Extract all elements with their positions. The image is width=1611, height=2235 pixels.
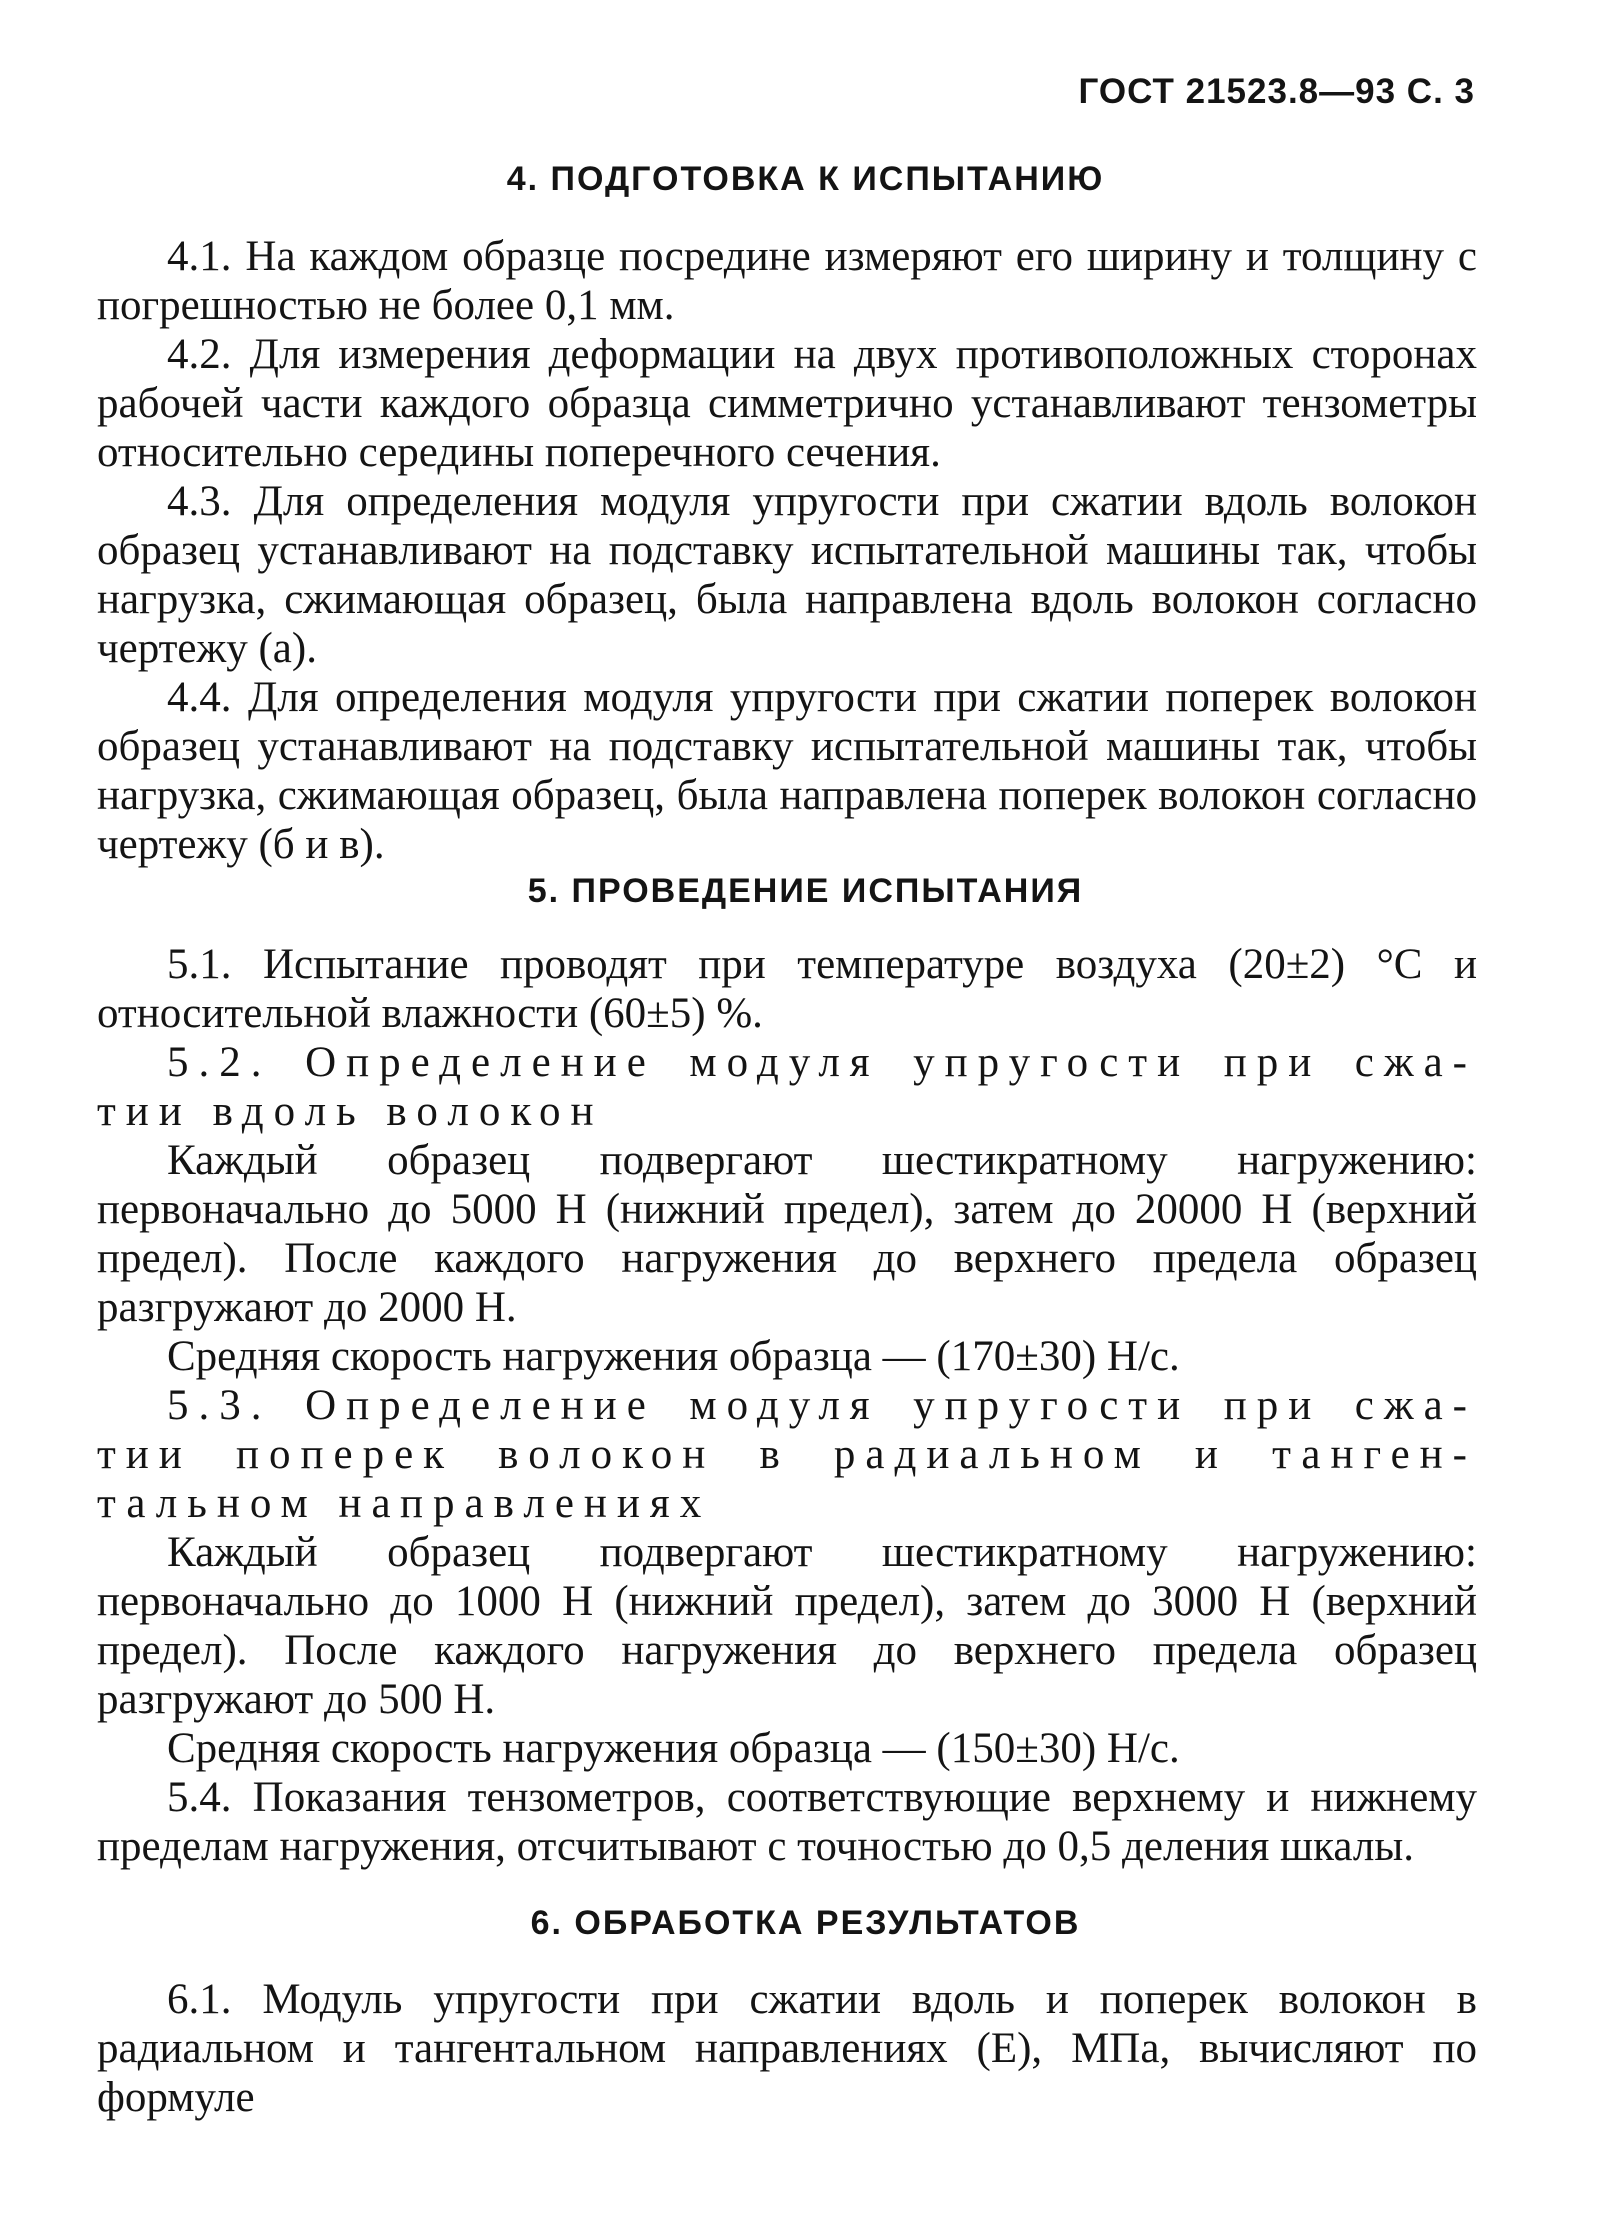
- section-6-title: 6. ОБРАБОТКА РЕЗУЛЬТАТОВ: [530, 1904, 1081, 1942]
- section-4-body: [97, 232, 1477, 869]
- subheading-5-3-line-1: 5.3. Определение модуля упругости при сжа-: [167, 1382, 1477, 1429]
- paragraph-5-1: 5.1. Испытание проводят при температуре воздуха (20±2) °С и относительной влажности (60±5) %.: [97, 941, 1477, 1037]
- running-header: ГОСТ 21523.8—93 С. 3: [1078, 72, 1475, 111]
- paragraph-5-2-b: Средняя скорость нагружения образца — (170±30) Н/с.: [167, 1333, 1180, 1380]
- paragraph-4-3: 4.3. Для определения модуля упругости при сжатии вдоль волокон образец устанавливают на подставку испытательной машины так, чтобы нагрузка, сжимающая образец, была направлена вдоль волокон согласно чертежу (а).: [97, 478, 1477, 672]
- paragraph-4-2: 4.2. Для измерения деформации на двух противоположных сторонах рабочей части каждого образца симметрично устанавливают тензометры относительно середины поперечного сечения.: [97, 331, 1477, 476]
- paragraph-4-4: 4.4. Для определения модуля упругости при сжатии поперек волокон образец устанавливают на подставку испытательной машины так, чтобы нагрузка, сжимающая образец, была направлена поперек волокон согласно чертежу (б и в).: [97, 674, 1477, 868]
- paragraph-5-2-a: Каждый образец подвергают шестикратному нагружению: первоначально до 5000 Н (нижний предел), затем до 20000 Н (верхний предел). После каждого нагружения до верхнего предела образец разгружают до 2000 Н.: [97, 1137, 1477, 1331]
- section-4-title: 4. ПОДГОТОВКА К ИСПЫТАНИЮ: [506, 160, 1105, 198]
- subheading-5-3-line-2: тии поперек волокон в радиальном и танген-: [97, 1431, 1477, 1478]
- subheading-5-2-line-2: тии вдоль волокон: [97, 1088, 604, 1135]
- paragraph-5-4: 5.4. Показания тензометров, соответствующие верхнему и нижнему пределам нагружения, отсчитывают с точностью до 0,5 деления шкалы.: [97, 1774, 1477, 1870]
- section-5-body: [97, 940, 1477, 1871]
- paragraph-5-3-a: Каждый образец подвергают шестикратному нагружению: первоначально до 1000 Н (нижний предел), затем до 3000 Н (верхний предел). После каждого нагружения до верхнего предела образец разгружают до 500 Н.: [97, 1529, 1477, 1723]
- paragraph-4-1: 4.1. На каждом образце посредине измеряют его ширину и толщину с погрешностью не более 0,1 мм.: [97, 233, 1477, 329]
- section-5-title: 5. ПРОВЕДЕНИЕ ИСПЫТАНИЯ: [527, 872, 1084, 910]
- section-6-body: [97, 1975, 1477, 2122]
- paragraph-6-1: 6.1. Модуль упругости при сжатии вдоль и поперек волокон в радиальном и тангентальном направлениях (Е), МПа, вычисляют по формуле: [97, 1976, 1477, 2121]
- subheading-5-2-line-1: 5.2. Определение модуля упругости при сжа-: [167, 1039, 1477, 1086]
- subheading-5-3-line-3: тальном направлениях: [97, 1480, 712, 1527]
- paragraph-5-3-b: Средняя скорость нагружения образца — (150±30) Н/с.: [167, 1725, 1180, 1772]
